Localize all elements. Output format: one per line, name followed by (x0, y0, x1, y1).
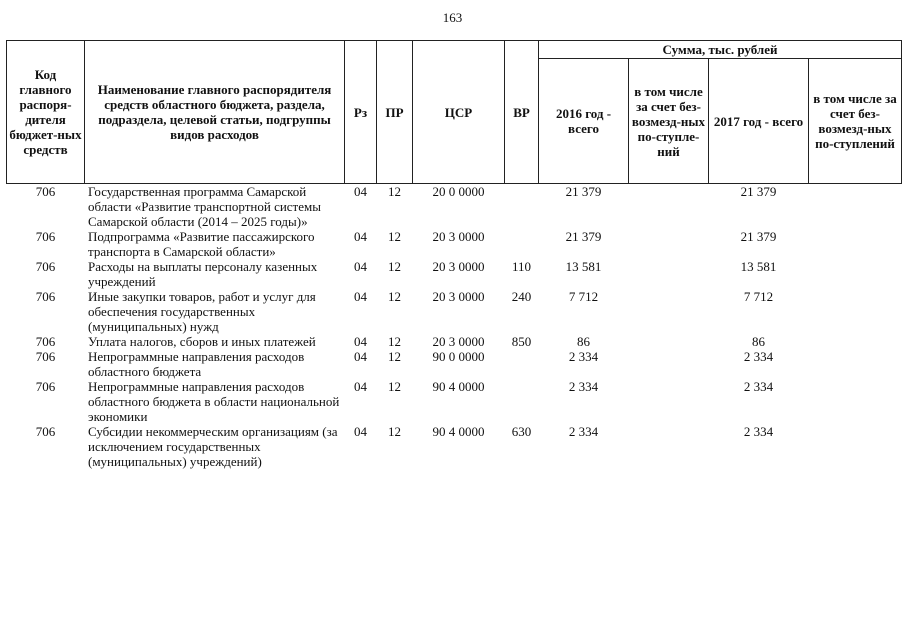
header-code: Код главного распоря-дителя бюджет-ных средств (7, 41, 85, 184)
cell-2017-total: 2 334 (743, 424, 774, 439)
cell-vr (505, 379, 539, 424)
cell-csr: 90 4 0000 (432, 424, 485, 439)
cell-2016-total: 21 379 (565, 229, 602, 244)
cell-2017-total: 2 334 (743, 349, 774, 364)
cell-2017-total: 21 379 (740, 229, 777, 244)
cell-pr: 12 (388, 259, 401, 274)
cell-csr: 90 0 0000 (432, 349, 485, 364)
cell-2016-free (629, 259, 709, 289)
cell-2016-total: 2 334 (568, 424, 599, 439)
cell-name: Расходы на выплаты персоналу казенных учреждений (88, 259, 318, 289)
header-2016-free: в том числе за счет без-возмезд-ных по-ступле-ний (629, 59, 709, 184)
cell-code: 706 (35, 379, 56, 394)
cell-2016-free (629, 379, 709, 424)
cell-rz: 04 (354, 349, 367, 364)
table-row (7, 184, 902, 230)
header-pr: ПР (377, 41, 413, 184)
cell-pr: 12 (388, 229, 401, 244)
cell-2017-free (809, 259, 902, 289)
cell-2017-total: 13 581 (740, 259, 777, 274)
cell-name: Иные закупки товаров, работ и услуг для обеспечения государственных (муниципальных) нужд (88, 289, 316, 334)
page-number: 163 (442, 10, 463, 25)
cell-pr: 12 (388, 184, 401, 199)
cell-name: Подпрограмма «Развитие пассажирского транспорта в Самарской области» (88, 229, 315, 259)
table-header (7, 41, 902, 184)
cell-2016-free (629, 229, 709, 259)
header-rz: Рз (345, 41, 377, 184)
cell-2016-total: 13 581 (565, 259, 602, 274)
cell-code: 706 (35, 229, 56, 244)
cell-2016-total: 2 334 (568, 349, 599, 364)
header-2016-total: 2016 год - всего (539, 59, 629, 184)
cell-2017-free (809, 334, 902, 349)
cell-2016-total: 2 334 (568, 379, 599, 394)
cell-2017-total: 21 379 (740, 184, 777, 199)
cell-rz: 04 (354, 259, 367, 274)
cell-2017-free (809, 289, 902, 334)
cell-pr: 12 (388, 334, 401, 349)
header-csr: ЦСР (413, 41, 505, 184)
cell-csr: 20 3 0000 (432, 289, 485, 304)
cell-name: Уплата налогов, сборов и иных платежей (88, 334, 316, 349)
header-2017-free: в том числе за счет без-возмезд-ных по-ступлений (809, 59, 902, 184)
cell-2017-total: 7 712 (743, 289, 774, 304)
table-body (7, 184, 902, 470)
cell-code: 706 (35, 424, 56, 439)
table-row (7, 349, 902, 379)
cell-2016-free (629, 289, 709, 334)
cell-rz: 04 (354, 424, 367, 439)
cell-rz: 04 (354, 379, 367, 394)
table-row (7, 424, 902, 469)
cell-vr (505, 229, 539, 259)
cell-2016-free (629, 349, 709, 379)
cell-csr: 20 3 0000 (432, 259, 485, 274)
cell-2016-free (629, 334, 709, 349)
table-row (7, 259, 902, 289)
cell-rz: 04 (354, 334, 367, 349)
cell-name: Непрограммные направления расходов областного бюджета (88, 349, 305, 379)
cell-name: Государственная программа Самарской области «Развитие транспортной системы Самарской области (2014 – 2025 годы)» (88, 184, 321, 229)
cell-rz: 04 (354, 184, 367, 199)
cell-pr: 12 (388, 379, 401, 394)
cell-name: Непрограммные направления расходов областного бюджета в области национальной экономики (88, 379, 340, 424)
cell-vr: 110 (511, 259, 532, 274)
cell-vr (505, 184, 539, 230)
header-vr: ВР (505, 41, 539, 184)
cell-2016-free (629, 184, 709, 230)
cell-rz: 04 (354, 229, 367, 244)
cell-2017-total: 2 334 (743, 379, 774, 394)
cell-name: Субсидии некоммерческим организациям (за исключением государственных (муниципальных) учреждений) (88, 424, 338, 469)
header-2017-total: 2017 год - всего (709, 59, 809, 184)
cell-pr: 12 (388, 349, 401, 364)
cell-csr: 90 4 0000 (432, 379, 485, 394)
header-sum-group: Сумма, тыс. рублей (539, 41, 902, 59)
cell-2016-total: 21 379 (565, 184, 602, 199)
cell-csr: 20 3 0000 (432, 334, 485, 349)
cell-vr: 240 (511, 289, 532, 304)
cell-vr: 850 (511, 334, 532, 349)
cell-pr: 12 (388, 424, 401, 439)
cell-csr: 20 3 0000 (432, 229, 485, 244)
cell-code: 706 (35, 184, 56, 199)
cell-vr (505, 349, 539, 379)
cell-code: 706 (35, 259, 56, 274)
cell-code: 706 (35, 349, 56, 364)
cell-rz: 04 (354, 289, 367, 304)
cell-2017-free (809, 184, 902, 230)
cell-code: 706 (35, 334, 56, 349)
cell-2017-free (809, 349, 902, 379)
header-name: Наименование главного распорядителя средств областного бюджета, раздела, подраздела, целевой статьи, подгруппы видов расходов (85, 41, 345, 184)
cell-pr: 12 (388, 289, 401, 304)
cell-csr: 20 0 0000 (432, 184, 485, 199)
cell-vr: 630 (511, 424, 532, 439)
cell-2016-free (629, 424, 709, 469)
cell-2016-total: 7 712 (568, 289, 599, 304)
table-row (7, 229, 902, 259)
cell-2017-total: 86 (752, 334, 765, 349)
table-row (7, 334, 902, 349)
cell-2016-total: 86 (577, 334, 590, 349)
table-row (7, 379, 902, 424)
table-row (7, 289, 902, 334)
cell-2017-free (809, 424, 902, 469)
cell-2017-free (809, 379, 902, 424)
budget-table (6, 40, 902, 469)
cell-2017-free (809, 229, 902, 259)
cell-code: 706 (35, 289, 56, 304)
